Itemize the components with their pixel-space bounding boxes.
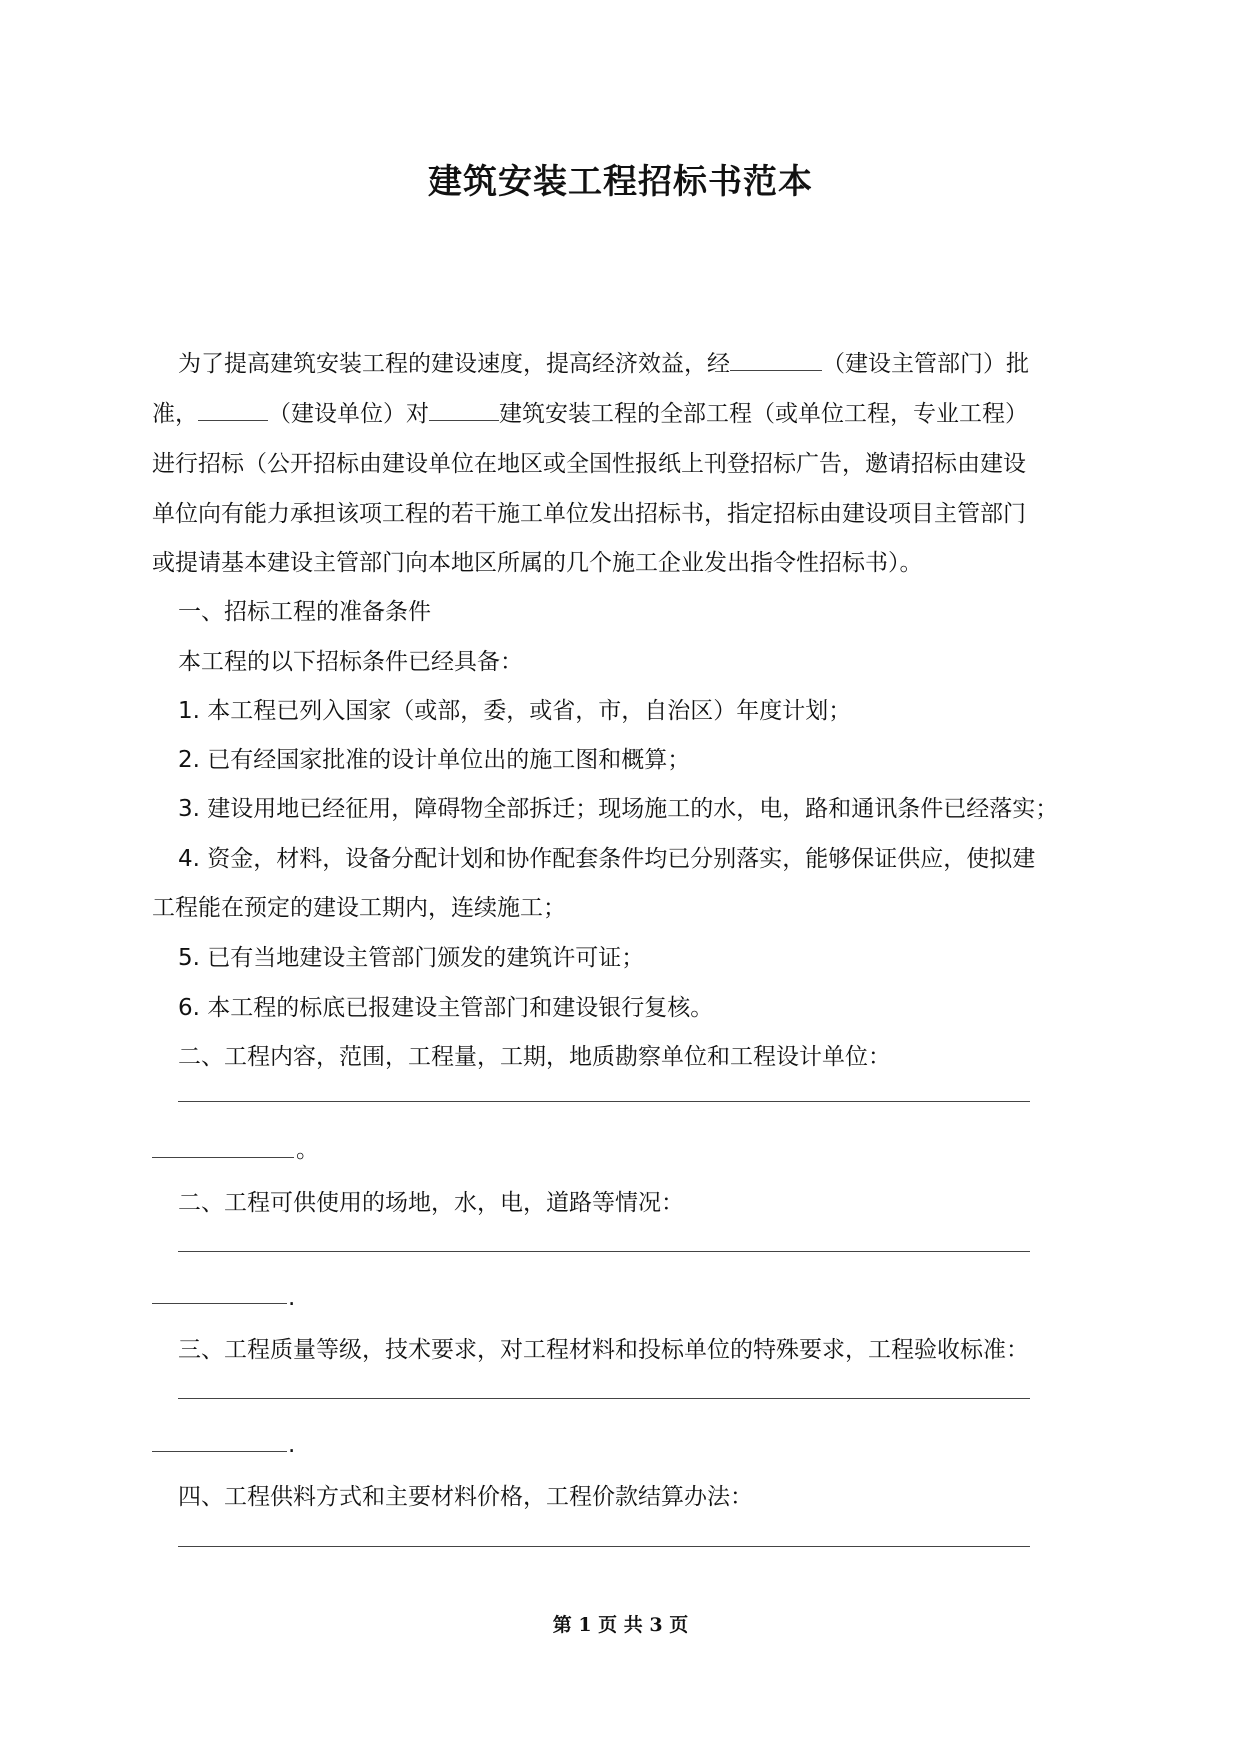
section4-heading: 三、工程质量等级，技术要求，对工程材料和投标单位的特殊要求，工程验收标准：	[178, 1337, 1029, 1363]
section5-heading: 四、工程供料方式和主要材料价格，工程价款结算办法：	[178, 1484, 753, 1510]
section1-item-2: 2. 已有经国家批准的设计单位出的施工图和概算；	[178, 747, 691, 773]
fill-line[interactable]	[152, 1451, 287, 1452]
document-title: 建筑安装工程招标书范本	[428, 162, 813, 202]
intro-text: （建设主管部门）批	[822, 351, 1029, 377]
fill-blank[interactable]	[429, 402, 499, 421]
intro-text: （建设单位）对	[268, 401, 429, 427]
intro-line-2	[152, 396, 1028, 432]
section2-heading: 二、工程内容，范围，工程量，工期，地质勘察单位和工程设计单位：	[178, 1044, 891, 1070]
fill-line[interactable]	[178, 1101, 1030, 1102]
intro-line-4: 单位向有能力承担该项工程的若干施工单位发出招标书，指定招标由建设项目主管部门	[152, 501, 1026, 527]
fill-blank[interactable]	[730, 352, 822, 371]
section3-heading: 二、工程可供使用的场地，水，电，道路等情况：	[178, 1190, 684, 1216]
fill-line[interactable]	[178, 1398, 1030, 1399]
intro-line-3: 进行招标（公开招标由建设单位在地区或全国性报纸上刊登招标广告，邀请招标由建设	[152, 451, 1026, 477]
intro-line-1	[178, 346, 1029, 382]
intro-text: 建筑安装工程的全部工程（或单位工程，专业工程）	[499, 401, 1028, 427]
fill-line[interactable]	[152, 1303, 287, 1304]
section1-item-5: 5. 已有当地建设主管部门颁发的建筑许可证；	[178, 945, 645, 971]
fill-blank[interactable]	[198, 402, 268, 421]
section1-item-4: 4. 资金，材料，设备分配计划和协作配套条件均已分别落实，能够保证供应，使拟建	[178, 846, 1036, 872]
section1-item-1: 1. 本工程已列入国家（或部，委，或省，市，自治区）年度计划；	[178, 698, 852, 724]
section1-item-4-cont: 工程能在预定的建设工期内，连续施工；	[152, 895, 566, 921]
section1-lead: 本工程的以下招标条件已经具备：	[178, 649, 523, 675]
fill-line[interactable]	[152, 1157, 294, 1158]
section1-item-3: 3. 建设用地已经征用，障碍物全部拆迁；现场施工的水，电，路和通讯条件已经落实；	[178, 796, 1059, 822]
page-footer: 第 1 页 共 3 页	[552, 1614, 689, 1636]
section1-item-6: 6. 本工程的标底已报建设主管部门和建设银行复核。	[178, 995, 714, 1021]
fill-line[interactable]	[178, 1546, 1030, 1547]
fill-line[interactable]	[178, 1251, 1030, 1252]
section1-heading: 一、招标工程的准备条件	[178, 599, 431, 625]
section2-end-mark: 。	[296, 1137, 319, 1163]
section3-end-mark: .	[288, 1285, 296, 1311]
intro-text: 为了提高建筑安装工程的建设速度，提高经济效益，经	[178, 351, 730, 377]
section4-end-mark: .	[288, 1432, 296, 1458]
intro-text: 准，	[152, 401, 198, 427]
intro-line-5: 或提请基本建设主管部门向本地区所属的几个施工企业发出指令性招标书）。	[152, 550, 923, 576]
